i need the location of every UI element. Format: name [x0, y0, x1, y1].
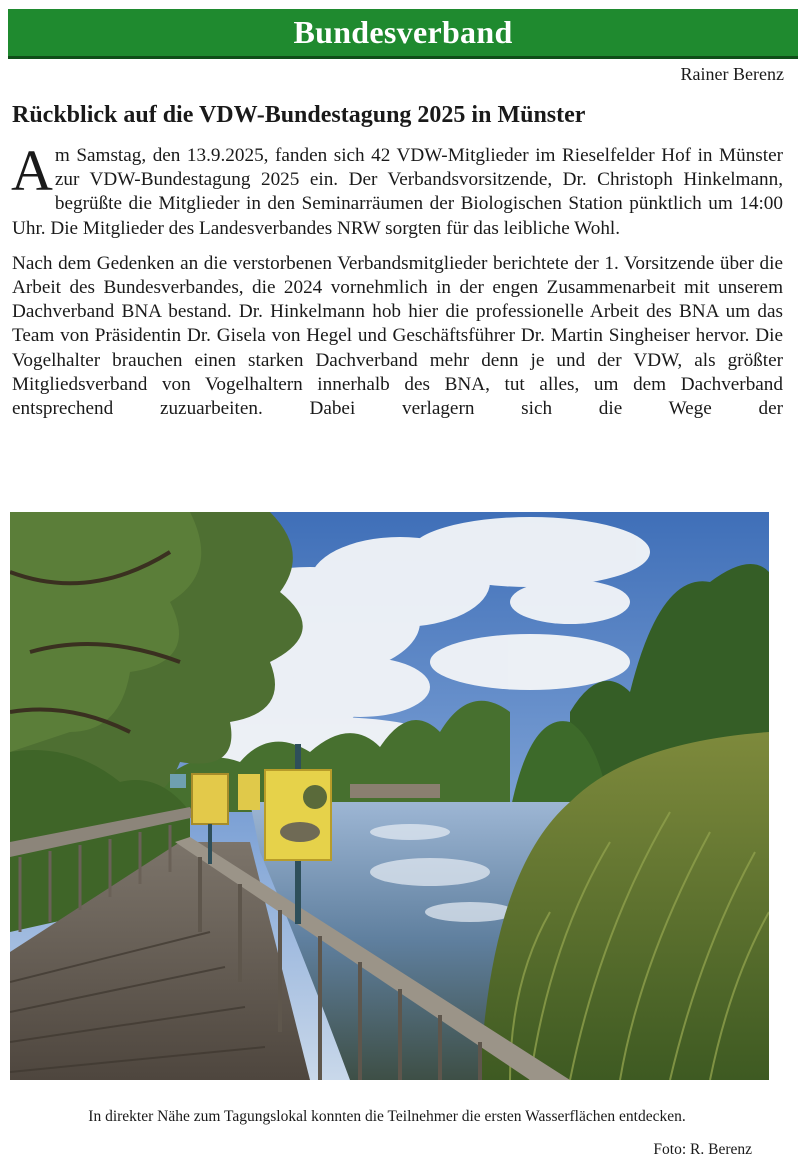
article-photo: [10, 512, 769, 1080]
boardwalk-pond-photo: [10, 512, 769, 1080]
section-banner: [8, 9, 798, 59]
section-title: Bundesverband: [293, 14, 513, 50]
drop-cap: A: [11, 138, 53, 203]
paragraph-1-text: m Samstag, den 13.9.2025, fanden sich 42 VDW-Mitglieder im Rieselfelder Hof in Münster zur VDW-Bundestagung 2025 ein. Der Verbandsvorsitzende, Dr. Christoph Hinkelmann, begrüßte die Mitglieder in den Seminarräumen der Biologischen Station pünktlich um 14:00 Uhr. Die Mitglieder des Landesverbandes NRW sorgten für das leibliche Wohl.: [12, 145, 783, 239]
photo-caption: In direkter Nähe zum Tagungslokal konnten die Teilnehmer die ersten Wasserflächen entdecken.: [88, 1108, 686, 1125]
article-body: [11, 138, 783, 421]
photo-credit: Foto: R. Berenz: [653, 1141, 752, 1158]
paragraph-2: Nach dem Gedenken an die verstorbenen Verbandsmitglieder berichtete der 1. Vorsitzende über die Arbeit des Bundesverbandes, die 2024 vornehmlich in der engen Zusammenarbeit mit unserem Dachverband BNA bestand. Dr. Hinkelmann hob hier die professionelle Arbeit des BNA um das Team von Präsidentin Dr. Gisela von Hegel und Geschäftsführer Dr. Martin Singheiser hervor. Die Vogelhalter brauchen einen starken Dachverband mehr denn je und der VDW, als größter Mitgliedsverband von Vogelhaltern innerhalb des BNA, tut alles, um dem Dachverband entsprechend zuzuarbeiten. Dabei verlagern sich die Wege der: [12, 252, 783, 420]
paragraph-1: [11, 138, 783, 241]
author-name: Rainer Berenz: [680, 64, 784, 84]
article-title: Rückblick auf die VDW-Bundestagung 2025 in Münster: [12, 102, 586, 128]
